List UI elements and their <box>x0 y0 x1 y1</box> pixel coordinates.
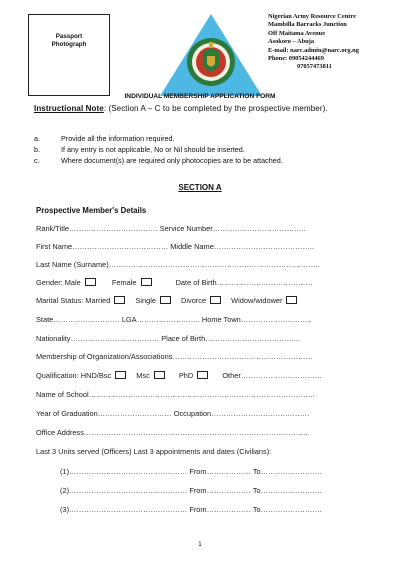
units-label: Last 3 Units served (Officers) Last 3 appointments and dates (Civilians): <box>36 447 272 456</box>
last-name-field[interactable]: Last Name (Surname)………………………………………………………………………….. <box>36 260 320 269</box>
gender-row <box>36 278 313 287</box>
divorce-label: Divorce <box>181 296 207 305</box>
phd-label: PhD <box>178 371 194 380</box>
unit-row-2[interactable]: (2)………………………………………… From……………… To……………………. <box>60 486 322 495</box>
other-field[interactable]: Other…………………………… <box>222 371 323 380</box>
list-text: Provide all the information required. <box>61 134 175 143</box>
dob-field[interactable]: Date of Birth………………………………… <box>175 278 313 287</box>
phd-checkbox[interactable] <box>197 371 208 379</box>
list-text: If any entry is not applicable, No or Nil should be inserted. <box>61 145 245 155</box>
widow-checkbox[interactable] <box>286 296 297 304</box>
graduation-field[interactable]: Year of Graduation………………………… Occupation…………………………………. <box>36 409 310 418</box>
organization-address <box>268 13 359 72</box>
school-field[interactable]: Name of School……………………………………………………………………………….. <box>36 390 315 399</box>
instructional-note <box>34 103 372 114</box>
photograph-label: Photograph <box>51 41 87 48</box>
qualification-label: Qualification: HND/Bsc <box>36 371 112 380</box>
marital-row <box>36 296 297 305</box>
passport-photo-box <box>28 14 110 96</box>
list-text: Where document(s) are required only photocopies are to be attached. <box>61 156 283 166</box>
list-marker: b. <box>34 145 40 155</box>
divorce-checkbox[interactable] <box>210 296 221 304</box>
female-label: Female <box>111 278 137 287</box>
address-line: Mambilla Barracks Junction <box>268 21 347 29</box>
address-email: E-mail: narc.admin@narc.org.ng <box>268 46 359 54</box>
widow-label: Widow/widower <box>231 296 283 305</box>
list-item <box>34 133 283 144</box>
narc-logo-icon <box>156 12 266 98</box>
male-checkbox[interactable] <box>85 278 96 286</box>
state-field[interactable]: State……………………… LGA…………………….. Home Town……………………….. <box>36 315 312 324</box>
membership-field[interactable]: Membership of Organization/Associations………………………………………………… <box>36 352 313 361</box>
form-title: INDIVIDUAL MEMBERSHIP APPLICATION FORM <box>124 93 276 100</box>
hnd-checkbox[interactable] <box>115 371 126 379</box>
instruction-list <box>34 133 283 167</box>
marital-label: Marital Status: Married <box>36 296 111 305</box>
msc-checkbox[interactable] <box>154 371 165 379</box>
address-line: Off Maitama Avenue <box>268 29 326 37</box>
gender-label: Gender: Male <box>36 278 81 287</box>
name-field[interactable]: First Name………………………………… Middle Name………………………………….. <box>36 242 314 251</box>
married-checkbox[interactable] <box>114 296 125 304</box>
msc-label: Msc <box>136 371 150 380</box>
address-phone-2: 07057473811 <box>297 63 332 71</box>
list-item <box>34 144 283 155</box>
page-number: 1 <box>198 541 202 548</box>
note-text: : (Section A – C to be completed by the prospective member). <box>103 104 328 113</box>
nationality-field[interactable]: Nationality……………………………… Place of Birth………………………………... <box>36 334 301 343</box>
office-address-field[interactable]: Office Address………………………………………………………………………………. <box>36 428 308 437</box>
female-checkbox[interactable] <box>141 278 152 286</box>
address-phone: Phone: 09054244469 <box>268 55 324 63</box>
note-label: Instructional Note <box>34 104 104 113</box>
passport-label: Passport <box>55 33 83 40</box>
unit-row-3[interactable]: (3)………………………………………… From……………… To……………………. <box>60 505 322 514</box>
list-marker: a. <box>34 134 40 143</box>
section-a-title: SECTION A <box>178 183 222 192</box>
rank-field[interactable]: Rank/Title……………………………… Service Number……………………………….. <box>36 224 306 233</box>
address-line: Nigerian Army Resource Centre <box>268 13 356 20</box>
single-label: Single <box>135 296 156 305</box>
single-checkbox[interactable] <box>160 296 171 304</box>
qualification-row <box>36 371 322 380</box>
list-item <box>34 155 283 166</box>
address-line: Asokoro – Abuja <box>268 38 315 46</box>
details-subheading: Prospective Member's Details <box>36 206 147 215</box>
list-marker: c. <box>34 156 40 166</box>
unit-row-1[interactable]: (1)………………………………………… From……………… To……………………. <box>60 467 322 476</box>
